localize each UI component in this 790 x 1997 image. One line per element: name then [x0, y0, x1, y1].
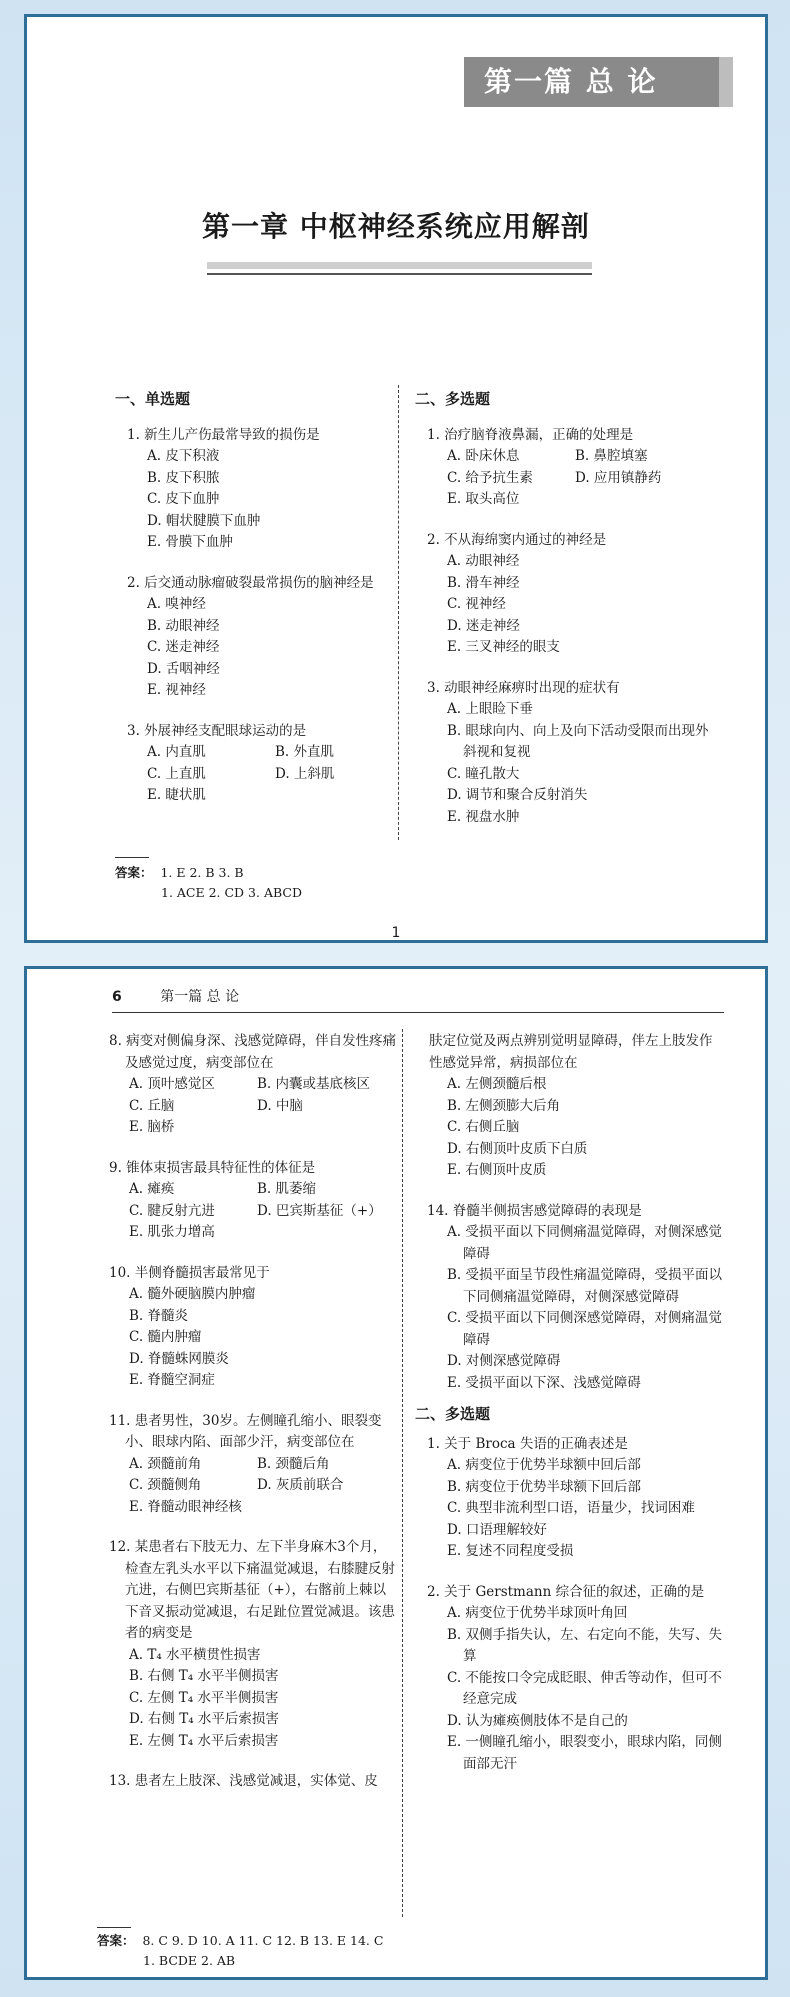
- answers-block: [97, 1931, 383, 1971]
- chapter-title: 第一章 中枢神经系统应用解剖: [202, 210, 590, 243]
- question-continuation: 肤定位觉及两点辨别觉明显障碍，伴左上肢发作性感觉异常，病损部位在: [429, 1033, 713, 1071]
- option: A. 顶叶感觉区: [129, 1076, 215, 1092]
- section-heading: 二、多选题: [415, 390, 491, 408]
- multiple-choice-column: [415, 389, 715, 828]
- option: D. 帽状腱膜下血肿: [147, 512, 261, 529]
- option: B. 动眼神经: [147, 617, 220, 634]
- page-number: 1: [391, 925, 401, 941]
- option: E. 肌张力增高: [129, 1224, 215, 1240]
- question-stem: 13. 患者左上肢深、浅感觉减退，实体觉、皮: [109, 1773, 378, 1789]
- option: C. 给予抗生素: [447, 469, 533, 486]
- option: A. 左侧颈髓后根: [447, 1076, 547, 1092]
- option-row: [415, 446, 715, 468]
- option: A. 嗅神经: [147, 596, 206, 612]
- option: E. 脊髓动眼神经核: [129, 1498, 242, 1515]
- option: E. 睫状肌: [147, 787, 206, 803]
- option: E. 脑桥: [129, 1119, 175, 1135]
- option: D. 右侧 T₄ 水平后索损害: [129, 1711, 279, 1727]
- option: E. 复述不同程度受损: [447, 1543, 574, 1559]
- option: B. 眼球向内、向上及向下活动受限而出现外斜视和复视: [447, 722, 709, 760]
- option: D. 认为瘫痪侧肢体不是自己的: [447, 1712, 628, 1729]
- option: B. 左侧颈膨大后角: [447, 1097, 561, 1114]
- option: B. 右侧 T₄ 水平半侧损害: [129, 1668, 279, 1684]
- question-stem: 2. 不从海绵窦内通过的神经是: [427, 531, 607, 548]
- section-heading: 一、单选题: [115, 390, 191, 408]
- option: D. 灰质前联合: [257, 1477, 344, 1493]
- header-title: 第一篇 总 论: [160, 989, 240, 1005]
- option: B. 皮下积脓: [147, 469, 220, 486]
- option-row: [115, 742, 405, 764]
- running-header: [112, 986, 239, 1006]
- single-choice-column: [115, 389, 405, 807]
- option: A. 受损平面以下同侧痛温觉障碍，对侧深感觉障碍: [447, 1224, 722, 1262]
- header-rule: [112, 1012, 724, 1013]
- option: C. 右侧丘脑: [447, 1119, 520, 1135]
- option: C. 上直肌: [147, 765, 206, 782]
- option: D. 右侧顶叶皮质下白质: [447, 1140, 588, 1157]
- answers-block: [115, 863, 302, 903]
- option: A. 上眼睑下垂: [447, 701, 533, 717]
- option: C. 不能按口令完成眨眼、伸舌等动作，但可不经意完成: [447, 1669, 722, 1707]
- option: D. 上斜肌: [275, 765, 335, 782]
- option: E. 三叉神经的眼支: [447, 639, 560, 655]
- option: C. 丘脑: [129, 1097, 175, 1114]
- option: C. 腱反射亢进: [129, 1202, 215, 1219]
- option: A. T₄ 水平横贯性损害: [129, 1646, 261, 1663]
- option: E. 骨膜下血肿: [147, 534, 233, 550]
- option-row: [115, 764, 405, 786]
- column-divider: [398, 385, 399, 840]
- column-divider: [402, 1029, 403, 1917]
- option: C. 典型非流利型口语，语量少，找词困难: [447, 1500, 695, 1516]
- header-page-number: 6: [112, 989, 122, 1005]
- question-stem: 10. 半侧脊髓损害最常见于: [109, 1264, 270, 1281]
- option: D. 巴宾斯基征（+）: [257, 1202, 382, 1219]
- option: E. 左侧 T₄ 水平后索损害: [129, 1732, 279, 1749]
- option-row: [415, 468, 715, 490]
- option: A. 颈髓前角: [129, 1455, 202, 1472]
- option: A. 皮下积液: [147, 448, 220, 464]
- option: A. 卧床休息: [447, 448, 520, 464]
- question-stem: 14. 脊髓半侧损害感觉障碍的表现是: [427, 1202, 642, 1219]
- answers-single: 1. E 2. B 3. B: [160, 865, 244, 880]
- option-row: [97, 1201, 397, 1223]
- title-rule-thin: [207, 273, 592, 275]
- option: D. 应用镇静药: [575, 469, 662, 486]
- option-row: [97, 1454, 397, 1476]
- option: C. 髓内肿瘤: [129, 1329, 202, 1345]
- option: B. 受损平面呈节段性痛温觉障碍，受损平面以下同侧痛温觉障碍，对侧深感觉障碍: [447, 1267, 723, 1305]
- question-stem: 8. 病变对侧偏身深、浅感觉障碍，伴自发性疼痛及感觉过度，病变部位在: [109, 1033, 397, 1071]
- section-heading: 二、多选题: [415, 1405, 491, 1423]
- option: C. 视神经: [447, 596, 506, 612]
- option: E. 右侧顶叶皮质: [447, 1162, 547, 1178]
- option-row: [97, 1179, 397, 1201]
- option: E. 视盘水肿: [447, 808, 520, 825]
- page-1: [24, 14, 768, 943]
- option: D. 口语理解较好: [447, 1521, 547, 1538]
- title-rule: [207, 262, 592, 269]
- option: B. 鼻腔填塞: [575, 448, 648, 464]
- option: A. 内直肌: [147, 744, 206, 760]
- option: D. 迷走神经: [447, 617, 520, 634]
- question-stem: 11. 患者男性，30岁。左侧瞳孔缩小、眼裂变小、眼球内陷、面部少汗，病变部位在: [109, 1412, 382, 1450]
- option-row: [97, 1074, 397, 1096]
- option: D. 对侧深感觉障碍: [447, 1353, 561, 1369]
- option: A. 髓外硬脑膜内肿瘤: [129, 1286, 256, 1302]
- option: C. 皮下血肿: [147, 491, 220, 507]
- option: E. 取头高位: [447, 491, 520, 507]
- option: C. 迷走神经: [147, 639, 220, 655]
- option: A. 瘫痪: [129, 1181, 175, 1197]
- option: B. 滑车神经: [447, 574, 520, 591]
- option: E. 一侧瞳孔缩小，眼裂变小，眼球内陷，同侧面部无汗: [447, 1734, 722, 1772]
- question-stem: 1. 关于 Broca 失语的正确表述是: [427, 1435, 628, 1452]
- answers-label: 答案：: [97, 1933, 135, 1948]
- option: D. 脊髓蛛网膜炎: [129, 1350, 229, 1367]
- option-row: [97, 1475, 397, 1497]
- option: B. 内囊或基底核区: [257, 1076, 371, 1092]
- option-row: [97, 1096, 397, 1118]
- answers-rule: [115, 857, 149, 858]
- option: B. 肌萎缩: [257, 1181, 317, 1197]
- option: A. 病变位于优势半球顶叶角回: [447, 1605, 628, 1621]
- right-column: [415, 1031, 725, 1775]
- option: E. 脊髓空洞症: [129, 1372, 215, 1388]
- question-stem: 2. 关于 Gerstmann 综合征的叙述，正确的是: [427, 1583, 705, 1600]
- option: B. 病变位于优势半球额下回后部: [447, 1478, 642, 1495]
- option: C. 受损平面以下同侧深感觉障碍，对侧痛温觉障碍: [447, 1310, 722, 1348]
- option: B. 颈髓后角: [257, 1455, 330, 1472]
- option: D. 中脑: [257, 1097, 303, 1114]
- question-stem: 1. 治疗脑脊液鼻漏，正确的处理是: [427, 426, 634, 443]
- answers-label: 答案：: [115, 865, 153, 880]
- answers-multiple: 1. BCDE 2. AB: [143, 1953, 236, 1968]
- question-stem: 3. 动眼神经麻痹时出现的症状有: [427, 679, 620, 696]
- option: A. 动眼神经: [447, 553, 520, 569]
- option: C. 左侧 T₄ 水平半侧损害: [129, 1689, 279, 1706]
- option: D. 调节和聚合反射消失: [447, 787, 588, 803]
- question-stem: 2. 后交通动脉瘤破裂最常损伤的脑神经是: [127, 574, 374, 591]
- question-stem: 12. 某患者右下肢无力、左下半身麻木3个月，检查左乳头水平以下痛温觉减退，右膝腱反射亢进，右侧巴宾斯基征（+），右髂前上棘以下音叉振动觉减退，右足趾位置觉减退。该患者的病变是: [109, 1539, 395, 1641]
- option: A. 病变位于优势半球额中回后部: [447, 1457, 641, 1473]
- page-2: [24, 966, 768, 1980]
- question-stem: 1. 新生儿产伤最常导致的损伤是: [127, 426, 320, 443]
- part-banner: 第一篇 总 论: [464, 57, 719, 107]
- option: E. 受损平面以下深、浅感觉障碍: [447, 1374, 641, 1391]
- option: B. 双侧手指失认，左、右定向不能，失写、失算: [447, 1626, 723, 1664]
- left-column: [97, 1031, 397, 1793]
- answers-multiple: 1. ACE 2. CD 3. ABCD: [161, 885, 302, 900]
- option: B. 外直肌: [275, 744, 335, 760]
- option: D. 舌咽神经: [147, 660, 220, 677]
- option: C. 瞳孔散大: [447, 765, 520, 782]
- option: B. 脊髓炎: [129, 1307, 189, 1324]
- option: C. 颈髓侧角: [129, 1477, 202, 1493]
- option: E. 视神经: [147, 682, 206, 698]
- answers-single: 8. C 9. D 10. A 11. C 12. B 13. E 14. C: [142, 1933, 384, 1948]
- question-stem: 9. 锥体束损害最具特征性的体征是: [109, 1159, 316, 1176]
- answers-rule: [97, 1927, 131, 1928]
- question-stem: 3. 外展神经支配眼球运动的是: [127, 722, 307, 739]
